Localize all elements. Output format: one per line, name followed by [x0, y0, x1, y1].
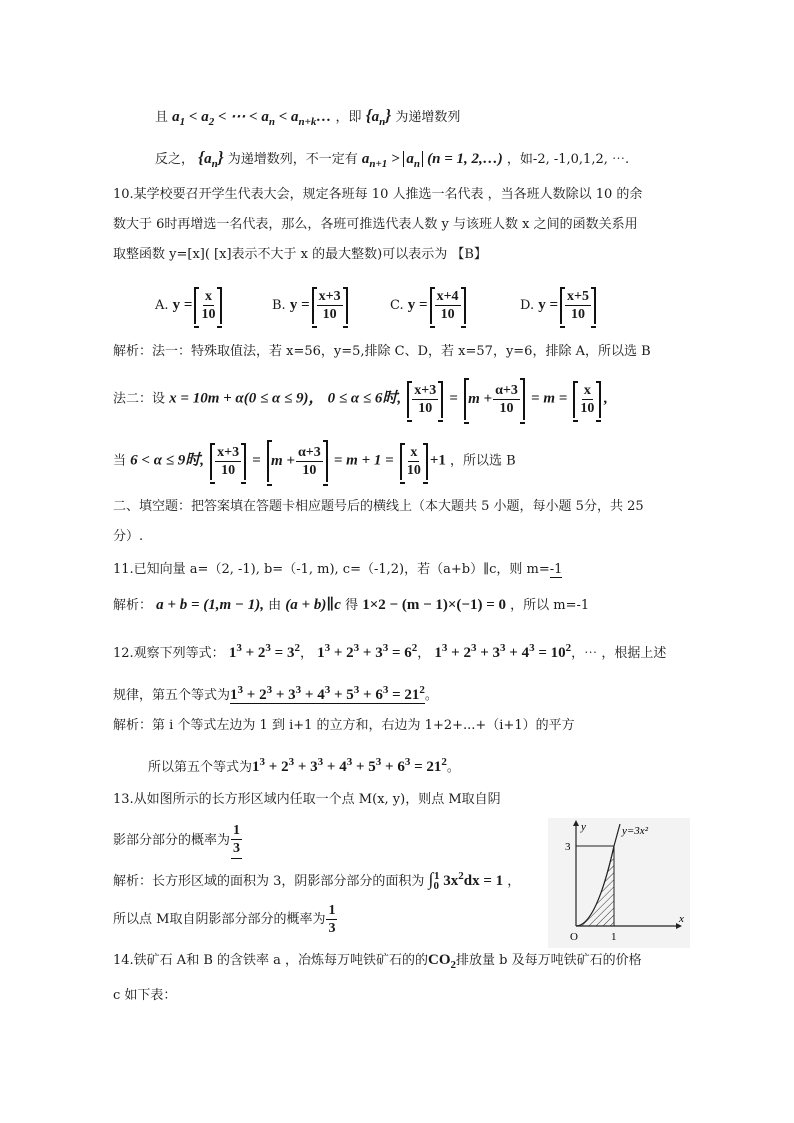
question-11-text: 11.已知向量 a=（2, -1), b=（-1, m), c=（-1,2)，若（a+b）∥c，则 m= [113, 562, 550, 577]
curve-label: y=3x² [622, 825, 648, 837]
question-11 [113, 560, 562, 580]
text-fragment: ，所以选 B [450, 453, 516, 469]
math-inequality-chain: $a_1 < a_2$ < ⋯ < $a_n$ < $a_{n+k}\dots$ [172, 109, 332, 128]
text-fragment: ，所以 m=-1 [510, 598, 590, 613]
question-12-answer: $1^3 + 2^3 + 3^3 + 4^3 + 5^3 + 6^3 = 21^2$ [230, 684, 425, 703]
co2-formula: $CO_2$ [428, 952, 457, 971]
shaded-region [576, 846, 614, 926]
graph-svg [548, 818, 690, 948]
text-fragment: 由 [268, 598, 282, 613]
text-line-increasing [155, 106, 460, 132]
question-10-line: 取整函数 y=[x]( [x]表示不大于 x 的最大整数)可以表示为 【B】 [113, 247, 487, 262]
math-condition: 6 < α ≤ 9时, [130, 452, 204, 469]
text-fragment: 且 [155, 110, 169, 125]
math-condition: x = 10m + α(0 ≤ α ≤ 9)， [169, 390, 324, 407]
text-fragment: 法二：设 [113, 391, 166, 407]
question-10-line: 10.某学校要召开学生代表大会，规定各班每 10 人推选一名代表 ，当各班人数除以 10 的余 [113, 187, 643, 202]
math-expression: a + b = (1,m − 1), [156, 597, 264, 613]
question-14-line-2: c 如下表： [113, 988, 177, 1003]
math-equation: $1^3 + 2^3 = 3^2$ [228, 642, 300, 661]
question-14-line-1 [113, 950, 642, 975]
question-10-line: 数大于 6时再增选一名代表，那么，各班可推选代表人数 y 与该班人数 x 之间的函数关系用 [113, 217, 638, 232]
math-sequence: $\{a_n\}$ [365, 106, 392, 128]
question-10-option-a: A. y = $\frac{x}{10}$ [155, 285, 224, 326]
frac-den: 10 [440, 307, 455, 322]
text-fragment: 为递增数列 [395, 110, 461, 125]
frac-num: x+3 [318, 289, 341, 304]
text-fragment: 为递增数列，不一定有 [227, 152, 358, 167]
math-expression: (a + b)∥c [285, 597, 341, 613]
text-fragment: 解析：长方形区域的面积为 3，阴影部分部分的面积为 [113, 874, 425, 889]
math-equation: $1^3 + 2^3 + 3^3 + 4^3 + 5^3 + 6^3 = 21^2$ [252, 756, 447, 775]
math-equation: $1^3 + 2^3 + 3^3 + 4^3 = 10^2$ [434, 642, 572, 661]
text-fragment: ， [507, 874, 521, 889]
question-13-solution [113, 866, 520, 896]
math-sequence: $\{a_n\}$ [198, 148, 224, 170]
question-12-line-1: 12.观察下列等式： $1^3 + 2^3 = 3^2$， $1^3 + 2^3 + 3^3 = 6^2$， $1^3 + 2^3 + 3^3 + 4^3 = 10^2$，⋯ ，根据上述 [113, 642, 667, 661]
math-equation: $1^3 + 2^3 + 3^3 = 6^2$ [317, 642, 418, 661]
math-inequality: $a_{n+1} > a_n$ [362, 151, 423, 167]
question-13-line-1: 13.从如图所示的长方形区域内任取一个点 M(x, y)，则点 M取自阴 [113, 792, 501, 807]
question-13-solution-2: 所以点 M取自阴影部分部分的概率为 $\frac{1}{3}$ [113, 903, 336, 936]
math-integral: $\int_0^1$ $3x^2dx = 1$ [428, 869, 504, 892]
text-fragment: ，根据上述 [601, 646, 667, 661]
text-fragment: 反之， [155, 152, 195, 167]
option-label: C. [390, 298, 404, 313]
y-tick-label: 3 [565, 841, 571, 853]
text-fragment: 所以第五个等式为 [148, 760, 253, 775]
origin-label: O [570, 931, 578, 943]
frac-num: x [204, 289, 212, 304]
question-12-line-2: 规律，第五个等式为$1^3 + 2^3 + 3^3 + 4^3 + 5^3 + 6^3 = 21^2$。 [113, 684, 438, 703]
section-heading-line: 二、填空题：把答案填在答题卡相应题号后的横线上（本大题共 5 小题，每小题 5分，共 25 [113, 499, 644, 514]
question-12-solution: 解析：第 i 个等式左边为 1 到 i+1 的立方和，右边为 1+2+...+（i+1）的平方 [113, 718, 575, 733]
frac-den: 10 [322, 307, 337, 322]
math-expression: 1×2 − (m − 1)×(−1) = 0 [362, 597, 506, 613]
question-10-option-c: C. y = $\frac{x+4}{10}$ [390, 285, 468, 326]
question-10-solution-1: 解析：法一：特殊取值法，若 x=56，y=5,排除 C、D，若 x=57，y=6，排除 A，所以选 B [113, 344, 651, 359]
text-fragment: 14.铁矿石 A和 B 的含铁率 a ，冶炼每万吨铁矿石的的 [113, 953, 429, 968]
frac-num: x+4 [436, 289, 459, 304]
question-11-answer: -1 [549, 562, 563, 577]
math-condition: 0 ≤ α ≤ 6时, [327, 390, 402, 407]
text-fragment: 影部分部分的概率为 [113, 833, 231, 848]
math-condition: (n = 1, 2,…) [427, 151, 503, 167]
text-fragment: 解析： [113, 598, 153, 613]
option-label: B. [272, 298, 286, 313]
option-label: A. [155, 298, 169, 313]
question-11-solution [113, 595, 589, 616]
question-10-solution-3: 当 6 < α ≤ 9时, $\frac{x+3}{10}$ = m + $\frac{\alpha+3}{10}$ = m + 1 = $\frac{x}{10}$ +1 ，所以选 B [113, 440, 516, 482]
text-fragment: 规律，第五个等式为 [113, 688, 231, 703]
frac-num: x+5 [567, 289, 590, 304]
question-10-option-d: D. y = $\frac{x+5}{10}$ [520, 285, 598, 326]
frac-den: 10 [201, 307, 216, 322]
question-12-solution-2: 所以第五个等式为$1^3 + 2^3 + 3^3 + 4^3 + 5^3 + 6^3 = 21^2$。 [148, 756, 460, 775]
x-tick-label: 1 [611, 931, 617, 943]
question-13-line-2 [113, 822, 243, 860]
text-fragment: 12.观察下列等式： [113, 646, 225, 661]
text-fragment: ，如-2, -1,0,1,2, ⋯. [506, 152, 630, 167]
text-fragment: 得 [345, 598, 359, 613]
frac-den: 10 [571, 307, 586, 322]
section-heading-line: 分）. [113, 529, 144, 544]
question-10-option-b: B. y = $\frac{x+3}{10}$ [272, 285, 350, 326]
x-axis-label: x [679, 913, 684, 925]
option-label: D. [520, 298, 535, 313]
question-13-answer: $\frac{1}{3}$ [231, 822, 242, 859]
text-fragment: 排放量 b 及每万吨铁矿石的价格 [456, 953, 642, 968]
text-fragment: 当 [113, 453, 127, 469]
region-figure [548, 818, 690, 948]
y-axis-label: y [581, 821, 586, 833]
text-line-converse [155, 148, 629, 174]
question-10-solution-2: 法二：设 x = 10m + α(0 ≤ α ≤ 9)， 0 ≤ α ≤ 6时, $\frac{x+3}{10}$ = m + $\frac{\alpha+3}{10}$ = m = $\frac{x}{10}$ , [113, 378, 607, 420]
text-fragment: ，即 [335, 110, 362, 125]
text-fragment: 所以点 M取自阴影部分部分的概率为 [113, 912, 326, 927]
